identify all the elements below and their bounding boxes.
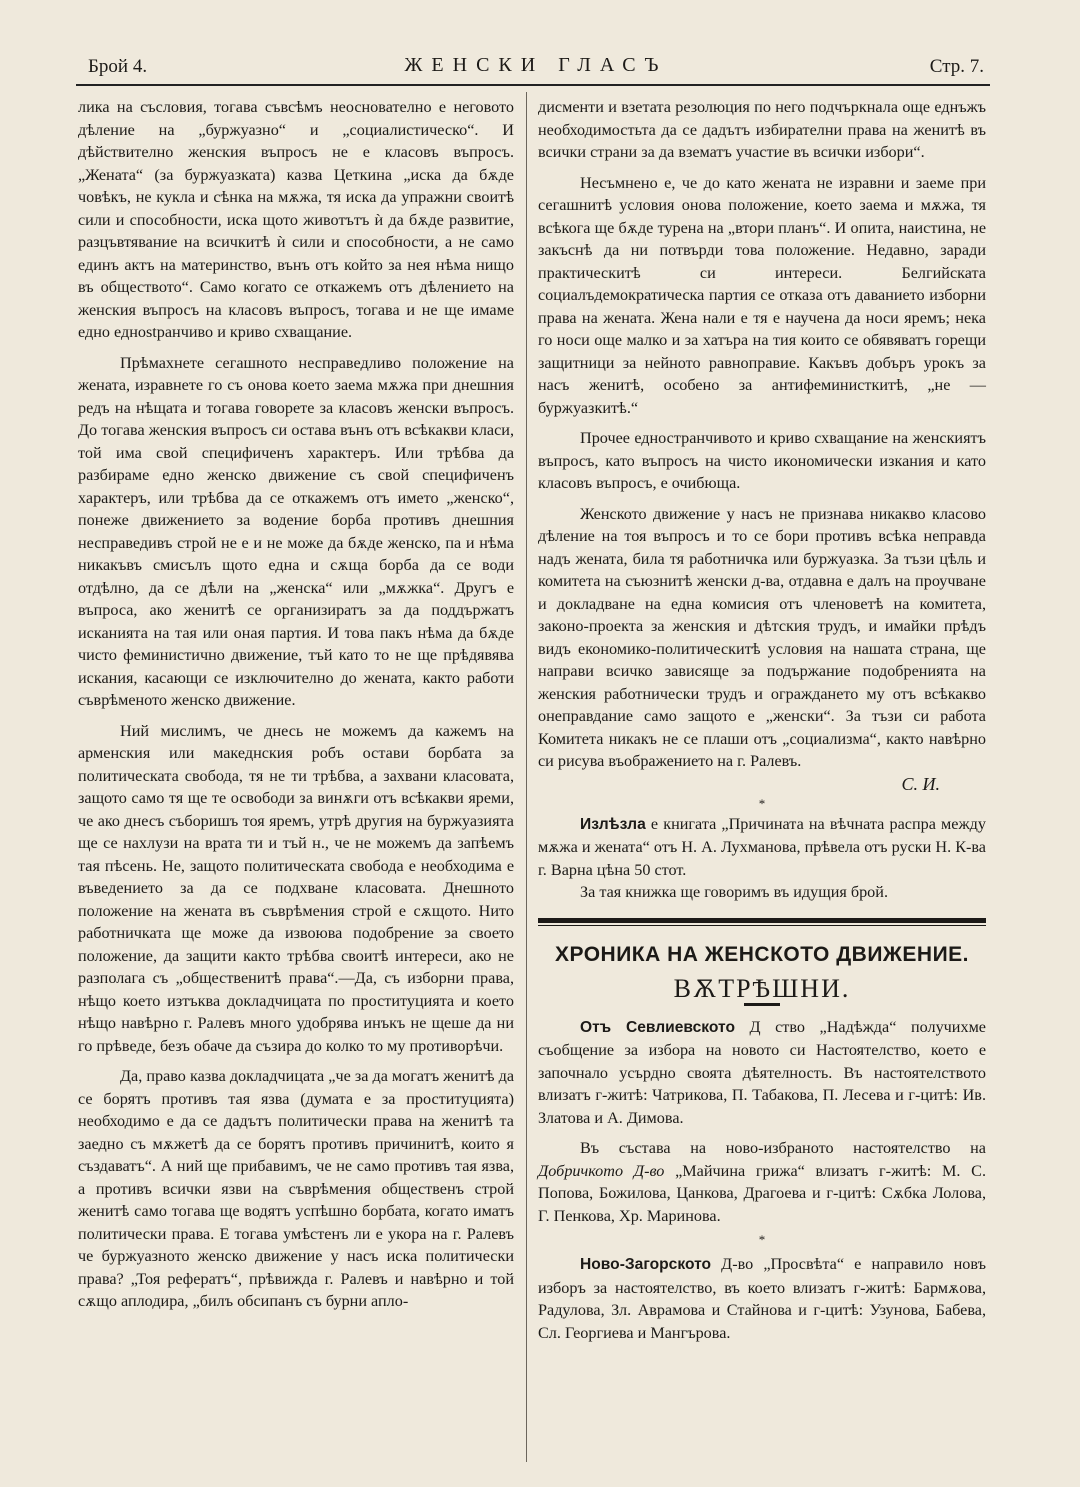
news-lead: Ново-Загорското (580, 1256, 712, 1273)
paragraph: дисменти и взетата резолюция по него подчъркнала още еднъжъ необходимостьта да се дадътъ избирателни права на женитѣ въ всички страни за да взематъ участие въ всички избори“. (538, 98, 986, 161)
book-notice-text: е книгата „Причината на вѣчната распра между мѫжа и жената“ отъ Н. А. Лухманова, прѣвела отъ руски Н. К-ва г. Варна цѣна 50 стот. (538, 814, 986, 879)
section-rule (538, 918, 986, 926)
separator-star: * (758, 1232, 766, 1247)
paragraph: Несъмнено е, че до като жената не изравни и заеме при сегашнитѣ условия онова положение, което заема и мѫжа, тя всѣкога ще бѫде турена на „втори планъ“. И опита, наистина, не закъснѣ да ни потвърди това положение. Недавно, заради практическитѣ си интереси. Белгийската социалъдемократическа партия се отказа отъ даванието изборни права на жената. Жена нали е тя е научена да носи яремъ; нека го носи още малко и за хатъра на тия които се обявяватъ горещи защитници за нейното равноправие. Какъвъ добъръ урокъ за насъ женитѣ, особено за антифеминисткитѣ, „не — буржуазкитѣ.“ (538, 173, 986, 417)
header-rule (76, 84, 990, 86)
paragraph: Ний мислимъ, че днесь не можемъ да кажемъ на арменския или македнския робъ остави борбата за политическата свобода, тя не ти трѣбва, а захвани класовата, защото само тя ще те освободи за винѫги отъ всѣкакви яреми, че ако днесъ съборишъ тоя яремъ, утрѣ другия на буржуазията ще се нахлузи на врата ти и тъй н., че не можемъ да запѣемъ тая пѣсень. Не, защото политическата свобода е необходима е въведението за да се подхване класовата. Днешното положение на жената въ съврѣмения строй е сѫщото. Нито работничката ще може да извоюва подобрение за своето положение, да защити както трѣбва своитѣ интереси, ако не разполага съ „общественитѣ права“.—Да, съ изборни права, нѣщо което изтъква докладчицата по проституцията и което нѣщо навѣрно г. Ралевъ много удобрява инъкъ не щеше да ни го прѣведе, безъ обаче да съзира до колко то му противорѣчи. (78, 721, 514, 1055)
paragraph: Прѣмахнете сегашното несправедливо положение на жената, изравнете го съ онова което заема мѫжа при днешния редъ на нѣщата и тогава говорете за класовъ женски въпросъ. До тогава женския въпросъ си остава вънъ отъ всѣкакви класи, той има свой специфиченъ характеръ. Или трѣбва да разбираме едно женско движение съ свой специфиченъ характеръ, или трѣбва да се откажемъ отъ името „женско“, понеже движението за водение борба противъ днешния несправедивъ строй не е и не може да бѫде женско, па и нѣма никакъвъ смисълъ щото една и сѫща борба да се води отдѣлно, да се дѣли на „женска“ или „мѫжка“. Другъ е въпроса, ако женитѣ се организиратъ за да поддържатъ исканията на тая или оная партия. И това пакъ нѣма да бѫде чисто феминистично движение, тъй като то не ще прѣдявява искания, касающи се изключително до жената, както работи съврѣменото женско движение. (78, 353, 514, 709)
news-item (538, 1016, 986, 1130)
chronicle-heading: ХРОНИКА НА ЖЕНСКОТО ДВИЖЕНИЕ. (554, 942, 970, 966)
news-text: Д-во „Просвѣта“ е направило новъ изборъ за настоятелство, въ което влизатъ г-житѣ: Бармѫова, Радулова, Зл. Аврамова и Стайнова и г-цитѣ: Узунова, Бабева, Сл. Георгиева и Мангърова. (538, 1255, 986, 1342)
news-item (538, 1137, 986, 1227)
newspaper-title: ЖЕНСКИ ГЛАСЪ (404, 54, 668, 76)
inner-news-heading: ВѪТРѢШНИ. (673, 974, 851, 1003)
issue-number: Брой 4. (88, 56, 148, 77)
column-divider (526, 92, 527, 1462)
news-text: „Майчина грижа“ влизатъ г-житѣ: М. С. Попова, Божилова, Цанкова, Драгоева и г-цитѣ: Сѫбка Лолова, Г. Пенкова, Хр. Маринова. (538, 1161, 986, 1225)
news-lead: Отъ Севлиевското (580, 1018, 735, 1036)
book-notice (538, 813, 986, 882)
paragraph: лика на съсловия, тогава съвсѣмъ неоснователно е неговото дѣление на „буржуазно“ и „социалистическо“. И дѣйствително женския въпросъ не е класовъ въпросъ. „Жената“ (за буржуазката) казва Цеткина „иска да бѫде човѣкъ, не кукла и сѣнка на мѫжа, тя иска да упражни своитѣ сили и способности, иска щото животътъ ѝ да бѫде развитие, разцъвтявание на всичкитѣ ѝ сили и способности, а не само единъ актъ на материнство, вънъ отъ който за нея нѣма нищо въ обществото“. Само когато се откажемъ отъ дѣлението на женския въпросъ на класовъ въпросъ, тогава и не ще имаме едно еднostранчиво и криво схващание. (78, 98, 514, 341)
book-notice-next: За тая книжка ще говоримъ въ идущия брой. (580, 883, 888, 901)
news-text: Д ство „Надѣжда“ получихме съобщение за избора на новото си Настоятелство, което е започнало усърдно своята дѣятелность. Въ настоятелството влизатъ г-житѣ: Чатрикова, П. Табакова, П. Лесева и г-цитѣ: Ив. Златова и А. Димова. (538, 1017, 986, 1127)
paragraph: Женското движение у насъ не признава никакво класово дѣление на тоя въпросъ и то се бори противъ всѣка неправда надъ жената, била тя работничка или буржуазка. За тъзи цѣль и комитета на съюзнитѣ женски д-ва, отдавна е далъ на проучване и докладване на една комисия отъ членоветѣ на комитета, законо-проекта за женския и дѣтския трудъ, и имайки прѣдъ видъ економико-политическитѣ условия на нашата страна, ще направи всичко зависяще за подържание подобренията на женския работнически трудъ и ограждането му отъ всѣкакво онеправдание само защото е „женски“. За тъзи си работа Комитета никакъ не се плаши отъ „социализма“, както навѣрно си рисува въображението на г. Ралевъ. (538, 504, 986, 770)
news-society: Добричкото Д-во (538, 1161, 665, 1180)
right-column (538, 96, 986, 1344)
paragraph: Прочее едностранчивото и криво схващание на женскиятъ въпросъ, като въпросъ на чисто икономически изкания и като класовъ въпросъ, е очибюща. (538, 429, 986, 492)
page-header (88, 52, 984, 82)
news-text: Въ състава на ново-избраното настоятелство на (580, 1139, 986, 1157)
news-item (538, 1253, 986, 1344)
book-notice-lead: Излѣзла (580, 815, 646, 833)
left-column (78, 96, 514, 1313)
author-signature: С. И. (901, 773, 940, 794)
separator-star: * (758, 795, 766, 811)
page-number: Стр. 7. (929, 56, 984, 77)
paragraph: Да, право казва докладчицата „че за да могатъ женитѣ да се борятъ противъ тая язва (думата е за проституцията) необходимо е да се дадътъ политически права на женитѣ та заедно съ мѫжетѣ да се борятъ противъ причинитѣ, които я създаватъ“. А ний ще прибавимъ, че не само противъ тая язва, а противъ всички язви на съврѣмения общественъ строй женитѣ само тогава ще водятъ успѣшно борбата, когато иматъ политически права. Е тогава умѣстенъ ли е укора на г. Ралевъ че буржуазното женско движение у насъ иска политически права? „Тоя рефератъ“, прѣвижда г. Ралевъ и навѣрно и той сѫщо аплодира, „билъ обсипанъ съ бурни апло- (78, 1067, 514, 1310)
